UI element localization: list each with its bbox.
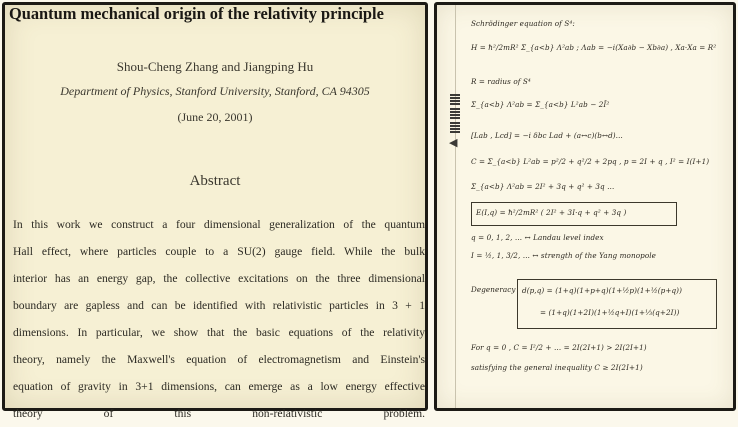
note-line: satisfying the general inequality C ≥ 2I(2I+1) bbox=[471, 363, 643, 372]
margin-rule bbox=[455, 5, 456, 408]
handwritten-notes-panel bbox=[434, 2, 736, 411]
note-line: q = 0, 1, 2, … ↔ Landau level index bbox=[471, 233, 604, 242]
abstract-body bbox=[13, 211, 425, 427]
paper-scan-panel bbox=[2, 2, 428, 420]
note-line: I = ½, 1, 3/2, … ↔ strength of the Yang monopole bbox=[471, 251, 657, 260]
abstract-line: equation of gravity in 3+1 dimensions, can emerge as a low energy effective bbox=[13, 380, 425, 393]
note-line: = (1+q)(1+2I)(1+½q+I)(1+⅓(q+2I)) bbox=[540, 308, 680, 317]
paper-authors: Shou-Cheng Zhang and Jiangping Hu bbox=[116, 59, 314, 74]
abstract-line: interior has an energy gap, the collective excitations on the three dimensional bbox=[13, 272, 425, 285]
abstract-line: dimensions. In particular, we show that the basic equations of the relativity bbox=[13, 326, 425, 339]
note-line: For q = 0 , C = I²/2 + … = 2I(2I+1) > 2I(2I+1) bbox=[471, 343, 647, 352]
energy-formula-box bbox=[471, 202, 677, 226]
note-line: Σ_{a<b} Λ²ab = Σ_{a<b} L²ab − 2Î² bbox=[471, 100, 610, 109]
note-line: Schrödinger equation of S⁴: bbox=[471, 19, 575, 28]
note-line: [Lab , Lcd] = −i δbc Lad + (a↔c)(b↔d)… bbox=[471, 131, 623, 140]
abstract-line: boundary are gapless and can be identified with relativistic particles in 3 + 1 bbox=[13, 299, 425, 312]
abstract-line: Hall effect, where particles couple to a SU(2) gauge field. While the bulk bbox=[13, 245, 425, 258]
note-line: E(I,q) = ħ²/2mR² ( 2I² + 3I·q + q² + 3q ) bbox=[476, 208, 627, 217]
note-line: H = ħ²/2mR² Σ_{a<b} Λ²ab ; Λab = −i(Xa∂b − Xb∂a) , Xa·Xa = R² bbox=[471, 43, 717, 52]
note-line: Degeneracy bbox=[471, 285, 516, 294]
grip-icon[interactable] bbox=[450, 107, 460, 119]
abstract-line: theory of this non-relativistic problem. bbox=[13, 407, 425, 420]
note-line: C = Σ_{a<b} L²ab = p²/2 + q²/2 + 2pq , p = 2I + q , I² = I(I+1) bbox=[471, 157, 710, 166]
grip-icon[interactable] bbox=[450, 121, 460, 133]
degeneracy-formula-box bbox=[517, 279, 717, 329]
paper-affiliation: Department of Physics, Stanford University, Stanford, CA 94305 bbox=[60, 84, 370, 98]
abstract-line: In this work we construct a four dimensional generalization of the quantum bbox=[13, 218, 425, 231]
note-line: Σ_{a<b} Λ²ab = 2I² + 3q + q² + 3q … bbox=[471, 182, 615, 191]
abstract-heading: Abstract bbox=[189, 173, 241, 189]
abstract-line: theory, namely the Maxwell's equation of electromagnetism and Einstein's bbox=[13, 353, 425, 366]
speaker-icon[interactable]: ◀ bbox=[449, 136, 458, 149]
paper-date: (June 20, 2001) bbox=[177, 110, 253, 124]
note-line: d(p,q) = (1+q)(1+p+q)(1+½p)(1+½(p+q)) bbox=[522, 286, 682, 295]
note-line: R = radius of S⁴ bbox=[471, 77, 531, 86]
grip-icon[interactable] bbox=[450, 93, 460, 105]
paper-title: Quantum mechanical origin of the relativity principle bbox=[9, 4, 384, 23]
